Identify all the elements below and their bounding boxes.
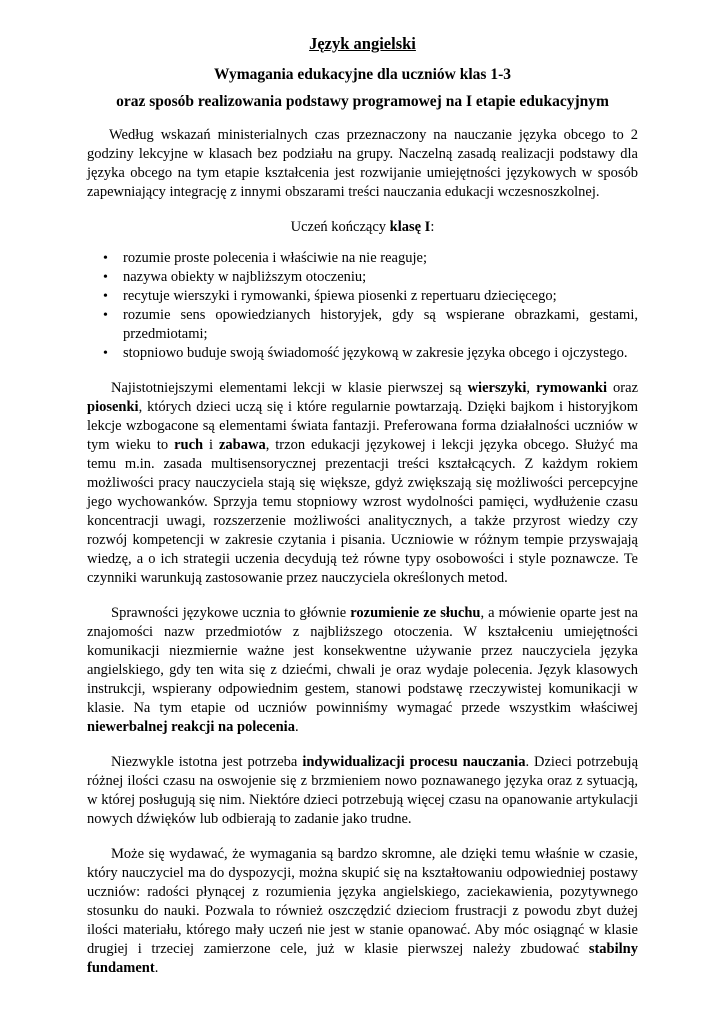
bold-run: indywidualizacji procesu nauczania xyxy=(302,754,526,770)
list-item: • recytuje wierszyki i rymowanki, śpiewa piosenki z repertuaru dziecięcego; xyxy=(123,287,638,306)
intro-paragraph: Według wskazań ministerialnych czas przeznaczony na nauczanie języka obcego to 2 godziny lekcyjne w klasach bez podziału na grupy. Naczelną zasadą realizacji podstawy dla języka obcego na tym etapie kształcenia jest rozwijanie umiejętności językowych w sposób zapewniający integrację z innymi obszarami treści nauczania edukacji wczesnoszkolnej. xyxy=(87,127,638,200)
paragraph-lesson-elements xyxy=(87,379,638,588)
bold-run: niewerbalnej reakcji na polecenia xyxy=(87,719,295,735)
list-item: • stopniowo buduje swoją świadomość językową w zakresie języka obcego i ojczystego. xyxy=(123,344,638,363)
document-subtitle-2: oraz sposób realizowania podstawy programowej na I etapie edukacyjnym xyxy=(116,93,609,110)
bold-run: piosenki xyxy=(87,399,139,415)
bold-run: wierszyki xyxy=(467,380,527,396)
text-run: . Dzieci potrzebują różnej ilości czasu na oswojenie się z brzmieniem nowo poznawanego języka oraz z sytuacją, w której posługują się nim. Niektóre dzieci potrzebują więcej czasu na opanowanie artykulacji nowych dźwięków lub odbierają to zadanie jako trudne. xyxy=(87,754,639,827)
list-item: • rozumie sens opowiedzianych historyjek, gdy są wspierane obrazkami, gestami, przedmiotami; xyxy=(123,306,638,344)
text-run: Sprawności językowe ucznia to głównie xyxy=(111,605,351,621)
class-heading-bold: klasę I xyxy=(389,219,431,235)
text-run: . xyxy=(294,719,299,735)
bold-run: rozumienie ze słuchu xyxy=(350,605,481,621)
text-run: , trzon edukacji językowej i lekcji języka obcego. Służyć ma temu m.in. zasada multisensorycznej prezentacji treści kształcących. Z każdym rokiem możliwości pracy nauczyciela stają się większe, gdyż zwiększają się możliwości percepcyjne jego wychowanków. Sprzyja temu stopniowy wzrost wydolności pamięci, wydłużenie czasu koncentracji uwagi, rozszerzenie możliwości analitycznych, a także przyrost wiedzy czy rozwój kompetencji w zakresie czytania i pisania. Uczniowie w różnym tempie przyswajają wiedzę, a o ich strategii uczenia decydują też równe typy osobowości i style poznawcze. Te czynniki warunkują zastosowanie przez nauczyciela określonych metod. xyxy=(87,437,638,586)
text-run: . xyxy=(154,960,159,976)
class-heading-lead: Uczeń kończący xyxy=(290,219,390,235)
paragraph-language-skills xyxy=(87,604,638,737)
text-run: oraz xyxy=(606,380,639,396)
text-run: Niezwykle istotna jest potrzeba xyxy=(111,754,303,770)
requirements-list xyxy=(87,249,638,363)
text-run: , których dzieci uczą się i które regularnie powtarzają. Dzięki bajkom i historyjkom lekcje wzbogacone są elementami świata fantazji. Preferowana forma działalności uczniów w tym wieku to xyxy=(87,399,638,453)
document-subtitle: Wymagania edukacyjne dla uczniów klas 1-3 xyxy=(214,66,511,83)
class-heading xyxy=(87,218,638,237)
paragraph-foundation xyxy=(87,845,638,978)
document-title: Język angielski xyxy=(309,34,416,53)
text-run: , a mówienie oparte jest na znajomości nazw przedmiotów z najbliższego otoczenia. W kształceniu umiejętności komunikacji niezmiernie ważne jest konsekwentne używanie przez nauczyciela języka angielskiego, gdy ten wita się z dziećmi, chwali je oraz wydaje polecenia. Język klasowych instrukcji, wspierany odpowiednim gestem, stanowi podstawę rzeczywistej komunikacji w klasie. Na tym etapie od uczniów powinniśmy wymagać przede wszystkim właściwej xyxy=(87,605,638,716)
text-run: Najistotniejszymi elementami lekcji w klasie pierwszej są xyxy=(111,380,468,396)
bold-run: zabawa xyxy=(218,437,266,453)
bold-run: rymowanki xyxy=(536,380,607,396)
text-run: Może się wydawać, że wymagania są bardzo skromne, ale dzięki temu właśnie w czasie, który nauczyciel ma do dyspozycji, można skupić się na kształtowaniu odpowiedniej postawy uczniów: radości płynącej z rozumienia języka angielskiego, zaciekawienia, pozytywnego stosunku do nauki. Pozwala to również oszczędzić dzieciom frustracji z powodu zbyt dużej ilości materiału, którego mały uczeń nie jest w stanie opanować. Aby móc osiągnąć w klasie drugiej i trzeciej zamierzone cele, już w klasie pierwszej należy zbudować xyxy=(87,846,638,957)
bold-run: stabilny fundament xyxy=(87,941,638,976)
list-item: • nazywa obiekty w najbliższym otoczeniu; xyxy=(123,268,638,287)
bold-run: ruch xyxy=(174,437,204,453)
class-heading-colon: : xyxy=(430,219,435,235)
text-run: , xyxy=(526,380,537,396)
text-run: i xyxy=(203,437,219,453)
paragraph-individualization xyxy=(87,753,638,829)
list-item: • rozumie proste polecenia i właściwie na nie reaguje; xyxy=(123,249,638,268)
